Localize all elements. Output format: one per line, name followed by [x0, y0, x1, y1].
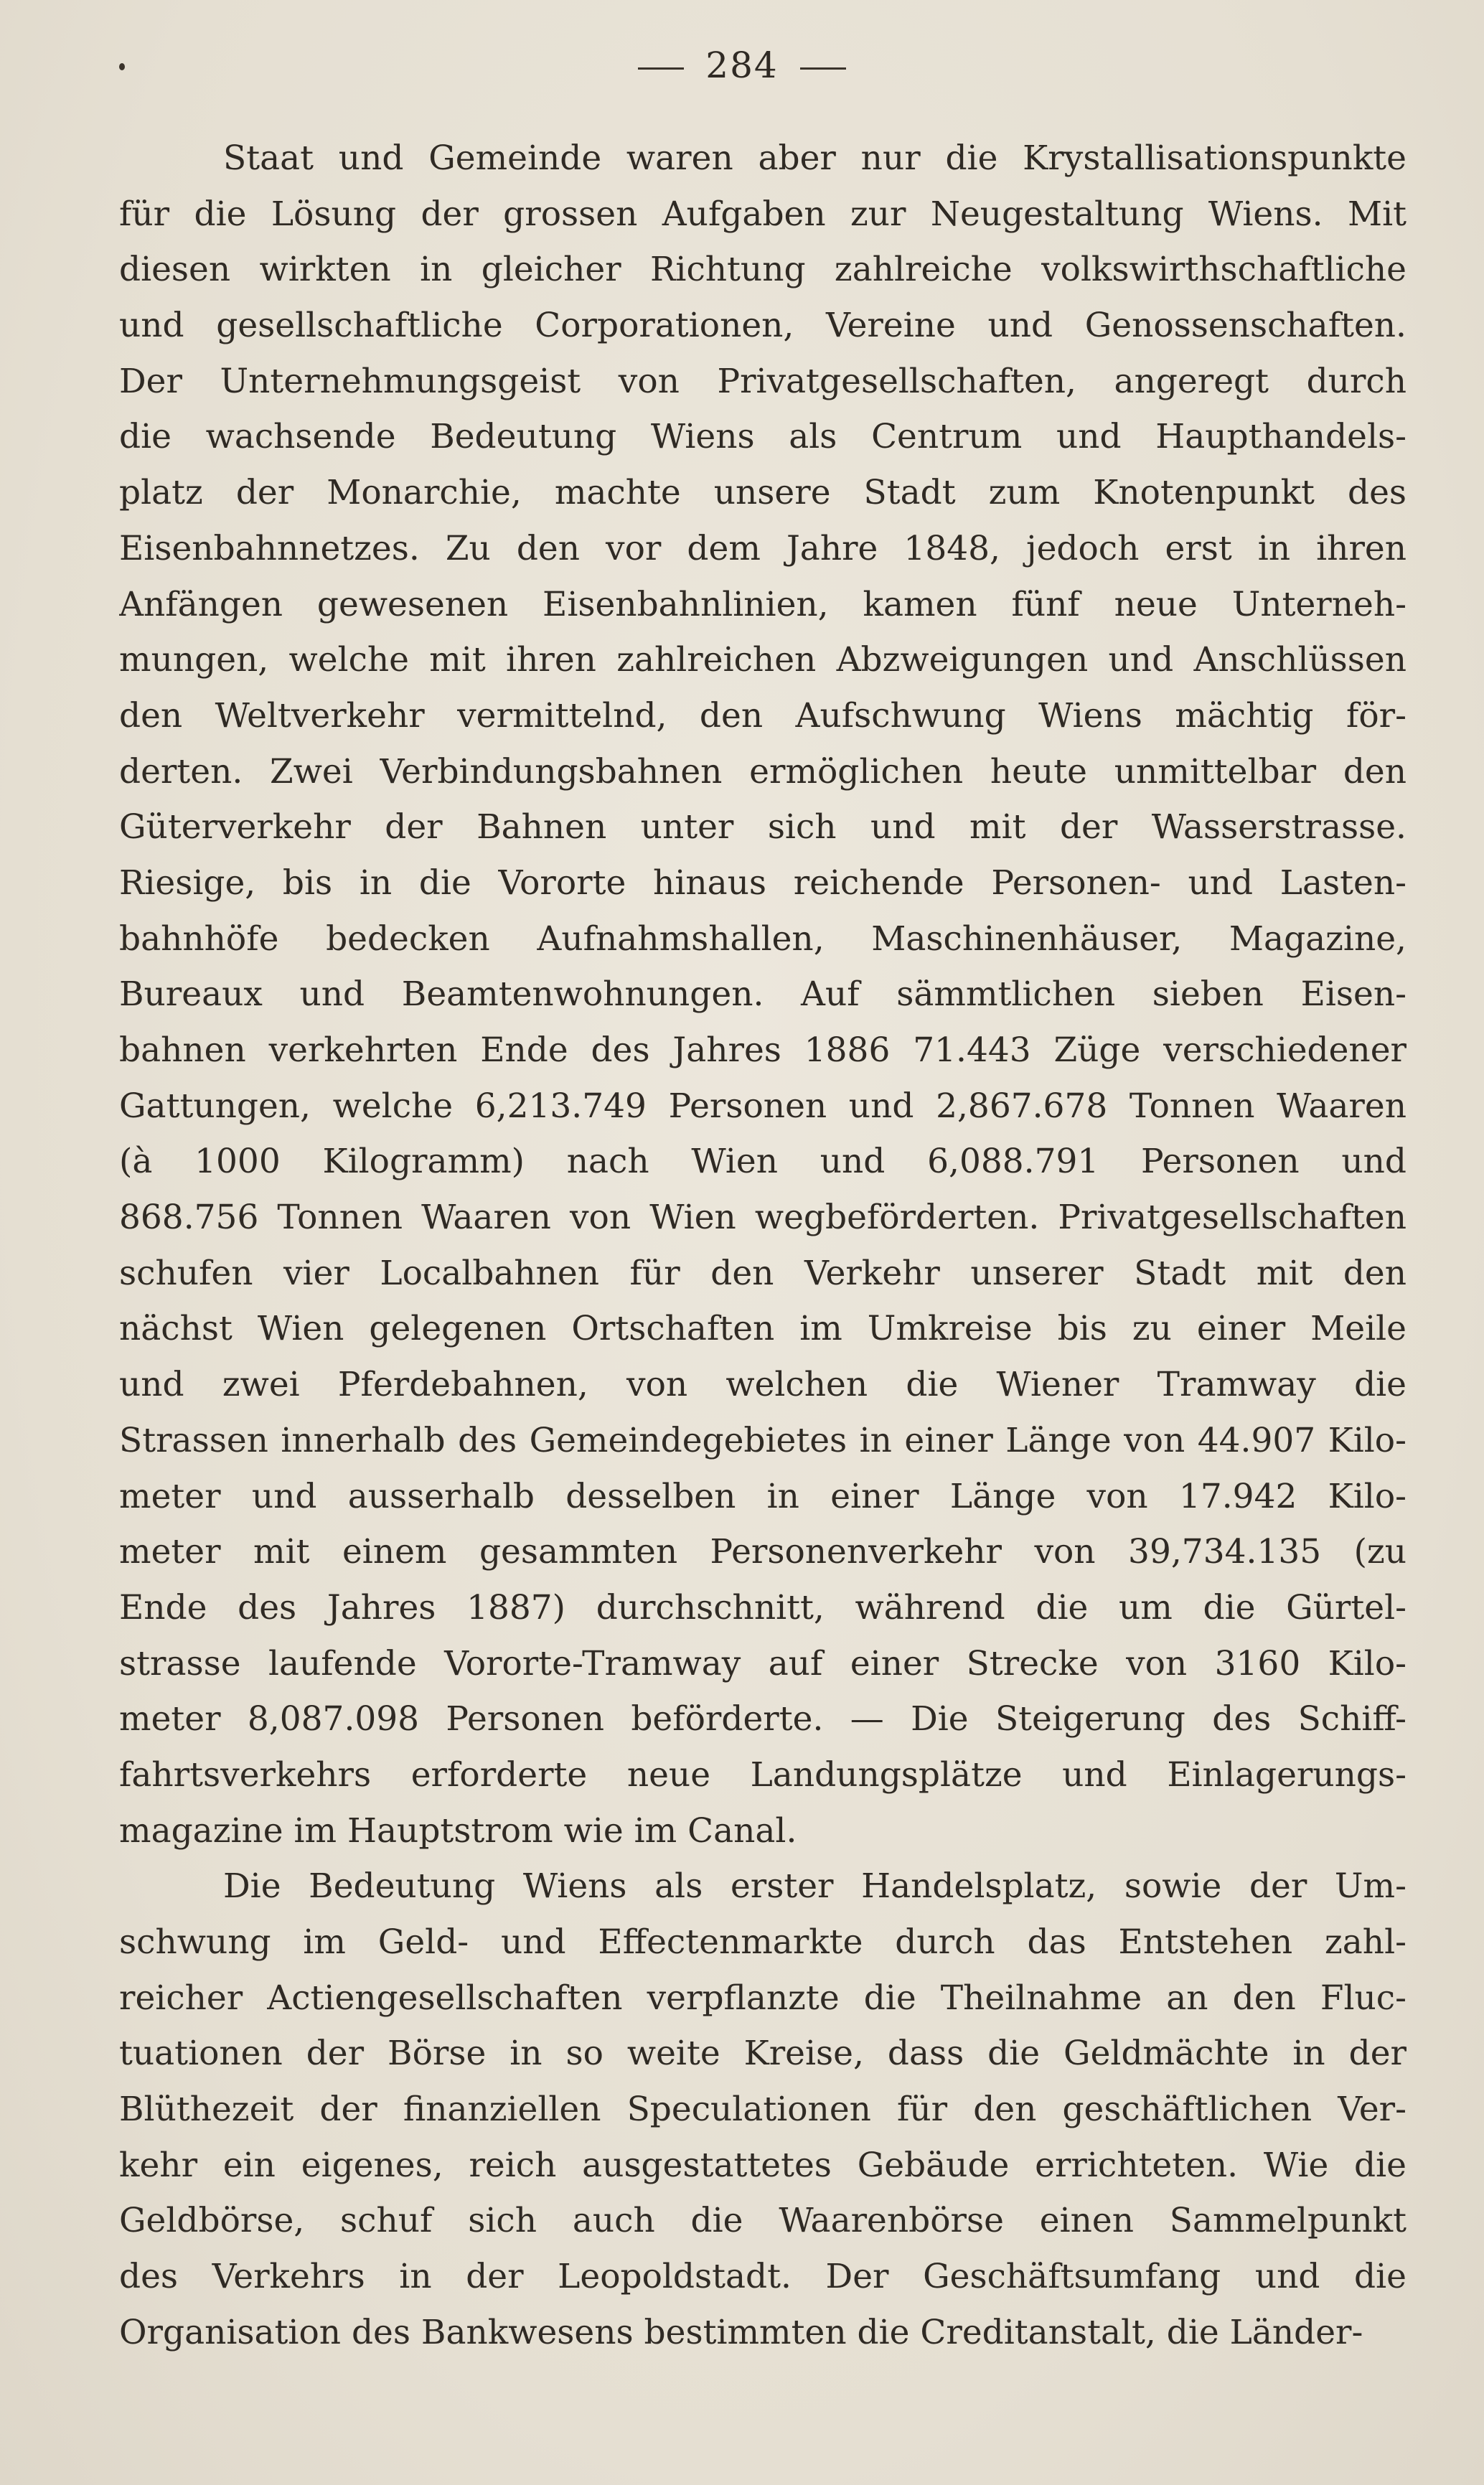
text-line: Geldbörse, schuf sich auch die Waarenbörse einen Sammelpunkt — [119, 2201, 1406, 2241]
text-line: meter 8,087.098 Personen beförderte. — Die Steigerung des Schiff- — [119, 1699, 1406, 1739]
text-line: Riesige, bis in die Vororte hinaus reichende Personen- und Lasten- — [119, 863, 1406, 903]
text-line: Blüthezeit der finanziellen Speculationen für den geschäftlichen Ver- — [119, 2090, 1406, 2130]
text-line: Gattungen, welche 6,213.749 Personen und 2,867.678 Tonnen Waaren — [119, 1086, 1406, 1126]
text-line: Eisenbahnnetzes. Zu den vor dem Jahre 1848, jedoch erst in ihren — [119, 528, 1406, 568]
text-line: und zwei Pferdebahnen, von welchen die Wiener Tramway die — [119, 1365, 1406, 1405]
text-line: schwung im Geld- und Effectenmarkte durch das Entstehen zahl- — [119, 1922, 1406, 1962]
text-line: Bureaux und Beamtenwohnungen. Auf sämmtlichen sieben Eisen- — [119, 974, 1406, 1015]
text-line: Anfängen gewesenen Eisenbahnlinien, kamen fünf neue Unterneh- — [119, 584, 1406, 624]
text-line: derten. Zwei Verbindungsbahnen ermöglichen heute unmittelbar den — [119, 751, 1406, 791]
text-line: tuationen der Börse in so weite Kreise, dass die Geldmächte in der — [119, 2034, 1406, 2074]
text-line: mungen, welche mit ihren zahlreichen Abzweigungen und Anschlüssen — [119, 640, 1406, 680]
text-line: bahnhöfe bedecken Aufnahmshallen, Maschinenhäuser, Magazine, — [119, 919, 1406, 959]
text-line: Güterverkehr der Bahnen unter sich und mit der Wasserstrasse. — [119, 807, 1406, 847]
text-line: schufen vier Localbahnen für den Verkehr unserer Stadt mit den — [119, 1253, 1406, 1293]
text-line: meter mit einem gesammten Personenverkehr von 39,734.135 (zu — [119, 1532, 1406, 1572]
text-line: reicher Actiengesellschaften verpflanzte die Theilnahme an den Fluc- — [119, 1978, 1406, 2018]
text-line: (à 1000 Kilogramm) nach Wien und 6,088.791 Personen und — [119, 1142, 1406, 1182]
body-text — [119, 131, 1406, 2361]
text-line: die wachsende Bedeutung Wiens als Centrum und Haupthandels- — [119, 417, 1406, 457]
text-line: Staat und Gemeinde waren aber nur die Krystallisationspunkte — [223, 138, 1406, 178]
header-dash-left — [638, 67, 684, 70]
text-line: Organisation des Bankwesens bestimmten die Creditanstalt, die Länder- — [119, 2312, 1363, 2352]
text-line: fahrtsverkehrs erforderte neue Landungsplätze und Einlagerungs- — [119, 1754, 1406, 1795]
text-line: Die Bedeutung Wiens als erster Handelsplatz, sowie der Um- — [223, 1866, 1406, 1907]
paragraph — [119, 1859, 1406, 2360]
text-line: Der Unternehmungsgeist von Privatgesellschaften, angeregt durch — [119, 361, 1406, 401]
text-line: den Weltverkehr vermittelnd, den Aufschwung Wiens mächtig för- — [119, 695, 1406, 736]
text-line: 868.756 Tonnen Waaren von Wien wegbeförderten. Privatgesellschaften — [119, 1198, 1406, 1238]
text-line: nächst Wien gelegenen Ortschaften im Umkreise bis zu einer Meile — [119, 1309, 1406, 1349]
text-line: bahnen verkehrten Ende des Jahres 1886 71.443 Züge verschiedener — [119, 1030, 1406, 1070]
text-line: platz der Monarchie, machte unsere Stadt zum Knotenpunkt des — [119, 473, 1406, 513]
page-number: 284 — [705, 44, 779, 86]
text-line: meter und ausserhalb desselben in einer Länge von 17.942 Kilo- — [119, 1476, 1406, 1516]
text-line: strasse laufende Vororte-Tramway auf einer Strecke von 3160 Kilo- — [119, 1643, 1406, 1683]
paragraph — [119, 131, 1406, 1859]
text-line: diesen wirkten in gleicher Richtung zahlreiche volkswirthschaftliche — [119, 250, 1406, 290]
text-line: magazine im Hauptstrom wie im Canal. — [119, 1810, 797, 1851]
text-line: kehr ein eigenes, reich ausgestattetes Gebäude errichteten. Wie die — [119, 2145, 1406, 2185]
page-header — [0, 44, 1484, 86]
text-line: für die Lösung der grossen Aufgaben zur Neugestaltung Wiens. Mit — [119, 194, 1406, 234]
text-line: und gesellschaftliche Corporationen, Vereine und Genossenschaften. — [119, 306, 1406, 346]
text-line: Strassen innerhalb des Gemeindegebietes in einer Länge von 44.907 Kilo- — [119, 1420, 1406, 1460]
header-dash-right — [800, 67, 846, 70]
text-line: des Verkehrs in der Leopoldstadt. Der Geschäftsumfang und die — [119, 2257, 1406, 2297]
text-line: Ende des Jahres 1887) durchschnitt, während die um die Gürtel- — [119, 1587, 1406, 1627]
